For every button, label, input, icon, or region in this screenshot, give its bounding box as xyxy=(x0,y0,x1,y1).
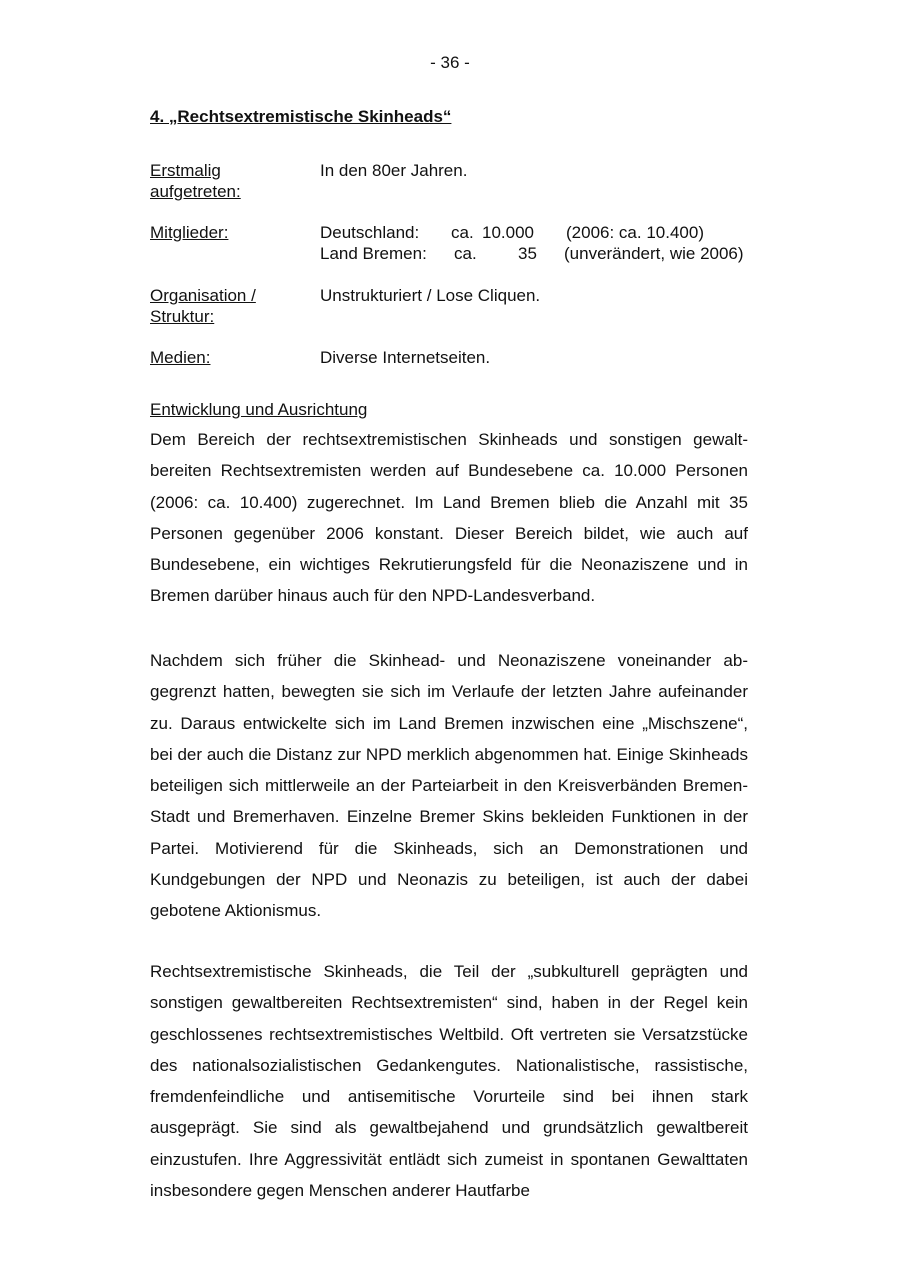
mitglieder-ca: ca. xyxy=(451,223,474,242)
mitglieder-count: 35 xyxy=(518,244,537,263)
fact-label: Medien: xyxy=(150,348,211,367)
body-paragraph: Rechtsextremistische Skinheads, die Teil der „subkulturell geprägten und sonstigen gewaltbereiten Rechtsextremisten“ sind, haben in der Regel kein geschlossenes rechtsextremistisches Weltbild. Oft vertreten sie Versatzstücke des nationalsozialistischen Gedankengutes. Nationalistische, rassistische, fremdenfeindliche und antisemitische Vorurteile sind bei ihnen stark ausgeprägt. Sie sind als gewaltbejahend und grundsätzlich gewaltbereit einzustufen. Ihre Aggressivität entlädt sich zumeist in spontanen Gewalttaten insbesondere gegen Menschen anderer Hautfarbe xyxy=(150,962,748,1201)
mitglieder-region: Deutschland: xyxy=(320,223,420,242)
mitglieder-row xyxy=(320,243,760,264)
mitglieder-note: (unverändert, wie 2006) xyxy=(564,244,744,263)
mitglieder-ca: ca. xyxy=(454,244,477,263)
body-paragraph: Dem Bereich der rechtsextremistischen Skinheads und sonstigen gewaltbereiten Rechtsextremisten werden auf Bundesebene ca. 10.000 Personen (2006: ca. 10.400) zugerechnet. Im Land Bremen blieb die Anzahl mit 35 Personen gegenüber 2006 konstant. Dieser Bereich bildet, wie auch auf Bundesebene, ein wichtiges Rekrutierungsfeld für die Neonaziszene und in Bremen darüber hinaus auch für den NPD-Landesverband. xyxy=(150,430,748,606)
mitglieder-region: Land Bremen: xyxy=(320,244,427,263)
fact-label: Organisation / Struktur: xyxy=(150,286,256,326)
mitglieder-count: 10.000 xyxy=(482,223,534,242)
fact-value: Diverse Internetseiten. xyxy=(320,348,491,367)
body-paragraph: Nachdem sich früher die Skinhead- und Neonaziszene voneinander abgegrenzt hatten, bewegten sie sich im Verlaufe der letzten Jahre aufeinander zu. Daraus entwickelte sich im Land Bremen inzwischen eine „Mischszene“, bei der auch die Distanz zur NPD merklich abgenommen hat. Einige Skinheads beteiligen sich mittlerweile an der Parteiarbeit in den Kreisverbänden Bremen-Stadt und Bremerhaven. Einzelne Bremer Skins bekleiden Funktionen in der Partei. Motivierend für die Skinheads, sich an Demonstrationen und Kundgebungen der NPD und Neonazis zu beteiligen, ist auch der dabei gebotene Aktionismus. xyxy=(150,651,748,921)
mitglieder-row xyxy=(320,222,760,243)
fact-value: In den 80er Jahren. xyxy=(320,161,468,180)
subsection-title: Entwicklung und Ausrichtung xyxy=(150,400,368,419)
section-heading: 4. „Rechtsextremistische Skinheads“ xyxy=(150,107,452,126)
mitglieder-table xyxy=(320,222,760,264)
fact-value: Unstrukturiert / Lose Cliquen. xyxy=(320,286,541,305)
fact-label: Erstmalig aufgetreten: xyxy=(150,161,241,201)
mitglieder-note: (2006: ca. 10.400) xyxy=(566,223,704,242)
fact-label: Mitglieder: xyxy=(150,223,229,242)
page-number: - 36 - xyxy=(430,53,470,72)
